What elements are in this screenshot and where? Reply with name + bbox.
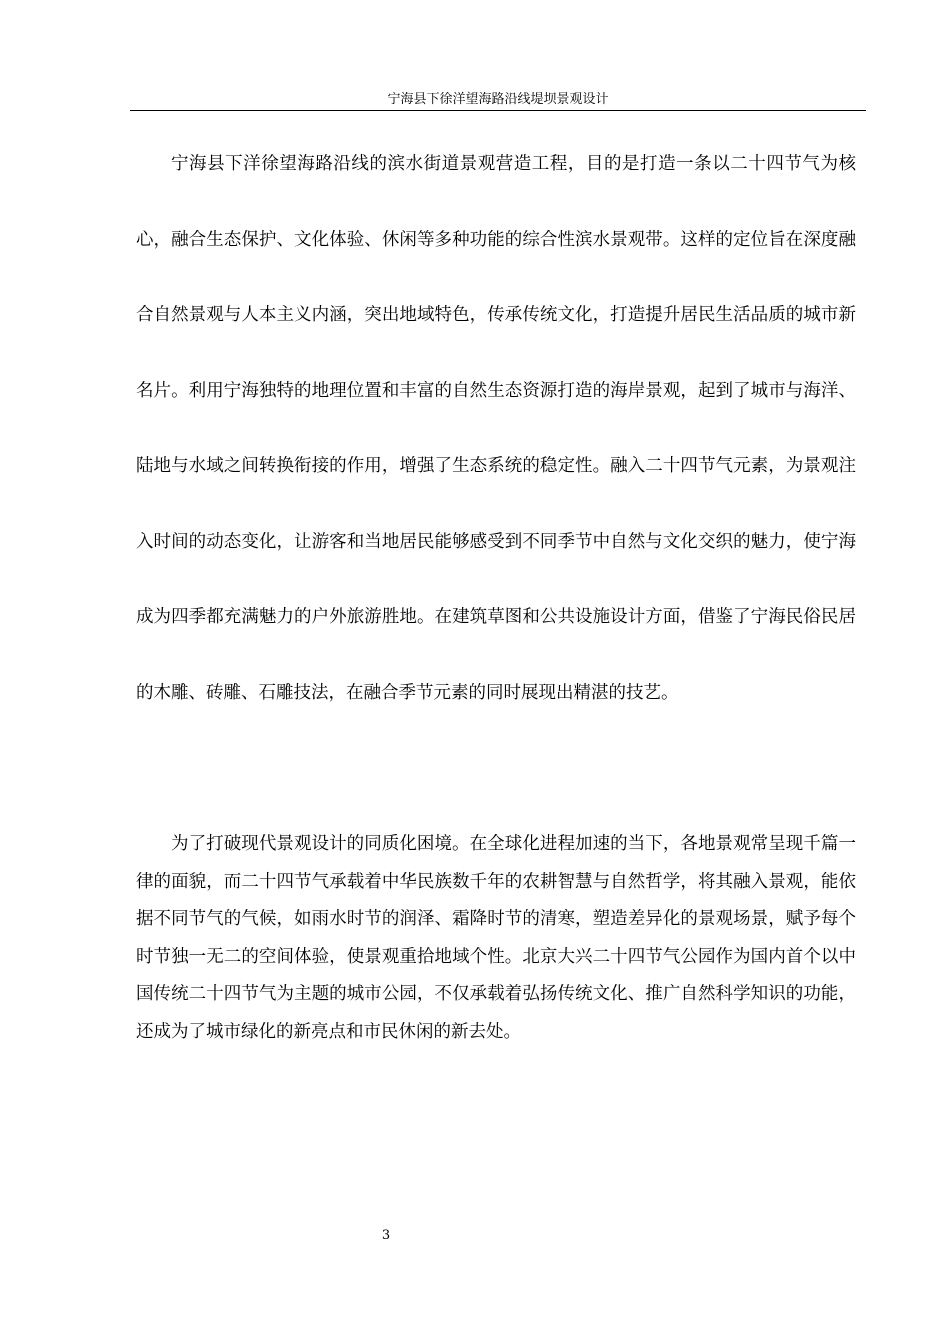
running-header: 宁海县下徐洋望海路沿线堤坝景观设计 [387, 92, 609, 107]
body-paragraph-1: 宁海县下洋徐望海路沿线的滨水街道景观营造工程，目的是打造一条以二十四节气为核心，融合生态保护、文化体验、休闲等多种功能的综合性滨水景观带。这样的定位旨在深度融合自然景观与人本主义内涵，突出地域特色，传承传统文化，打造提升居民生活品质的城市新名片。利用宁海独特的地理位置和丰富的自然生态资源打造的海岸景观，起到了城市与海洋、陆地与水域之间转换衔接的作用，增强了生态系统的稳定性。融入二十四节气元素，为景观注入时间的动态变化，让游客和当地居民能够感受到不同季节中自然与文化交织的魅力，使宁海成为四季都充满魅力的户外旅游胜地。在建筑草图和公共设施设计方面，借鉴了宁海民俗民居的木雕、砖雕、石雕技法，在融合季节元素的同时展现出精湛的技艺。 [136, 154, 856, 703]
body-paragraph-2: 为了打破现代景观设计的同质化困境。在全球化进程加速的当下，各地景观常呈现千篇一律的面貌，而二十四节气承载着中华民族数千年的农耕智慧与自然哲学，将其融入景观，能依据不同节气的气候，如雨水时节的润泽、霜降时节的清寒，塑造差异化的景观场景，赋予每个时节独一无二的空间体验，使景观重拾地域个性。北京大兴二十四节气公园作为国内首个以中国传统二十四节气为主题的城市公园，不仅承载着弘扬传统文化、推广自然科学知识的功能，还成为了城市绿化的新亮点和市民休闲的新去处。 [136, 834, 856, 1042]
page-number: 3 [381, 1228, 391, 1243]
header-divider [130, 110, 866, 111]
